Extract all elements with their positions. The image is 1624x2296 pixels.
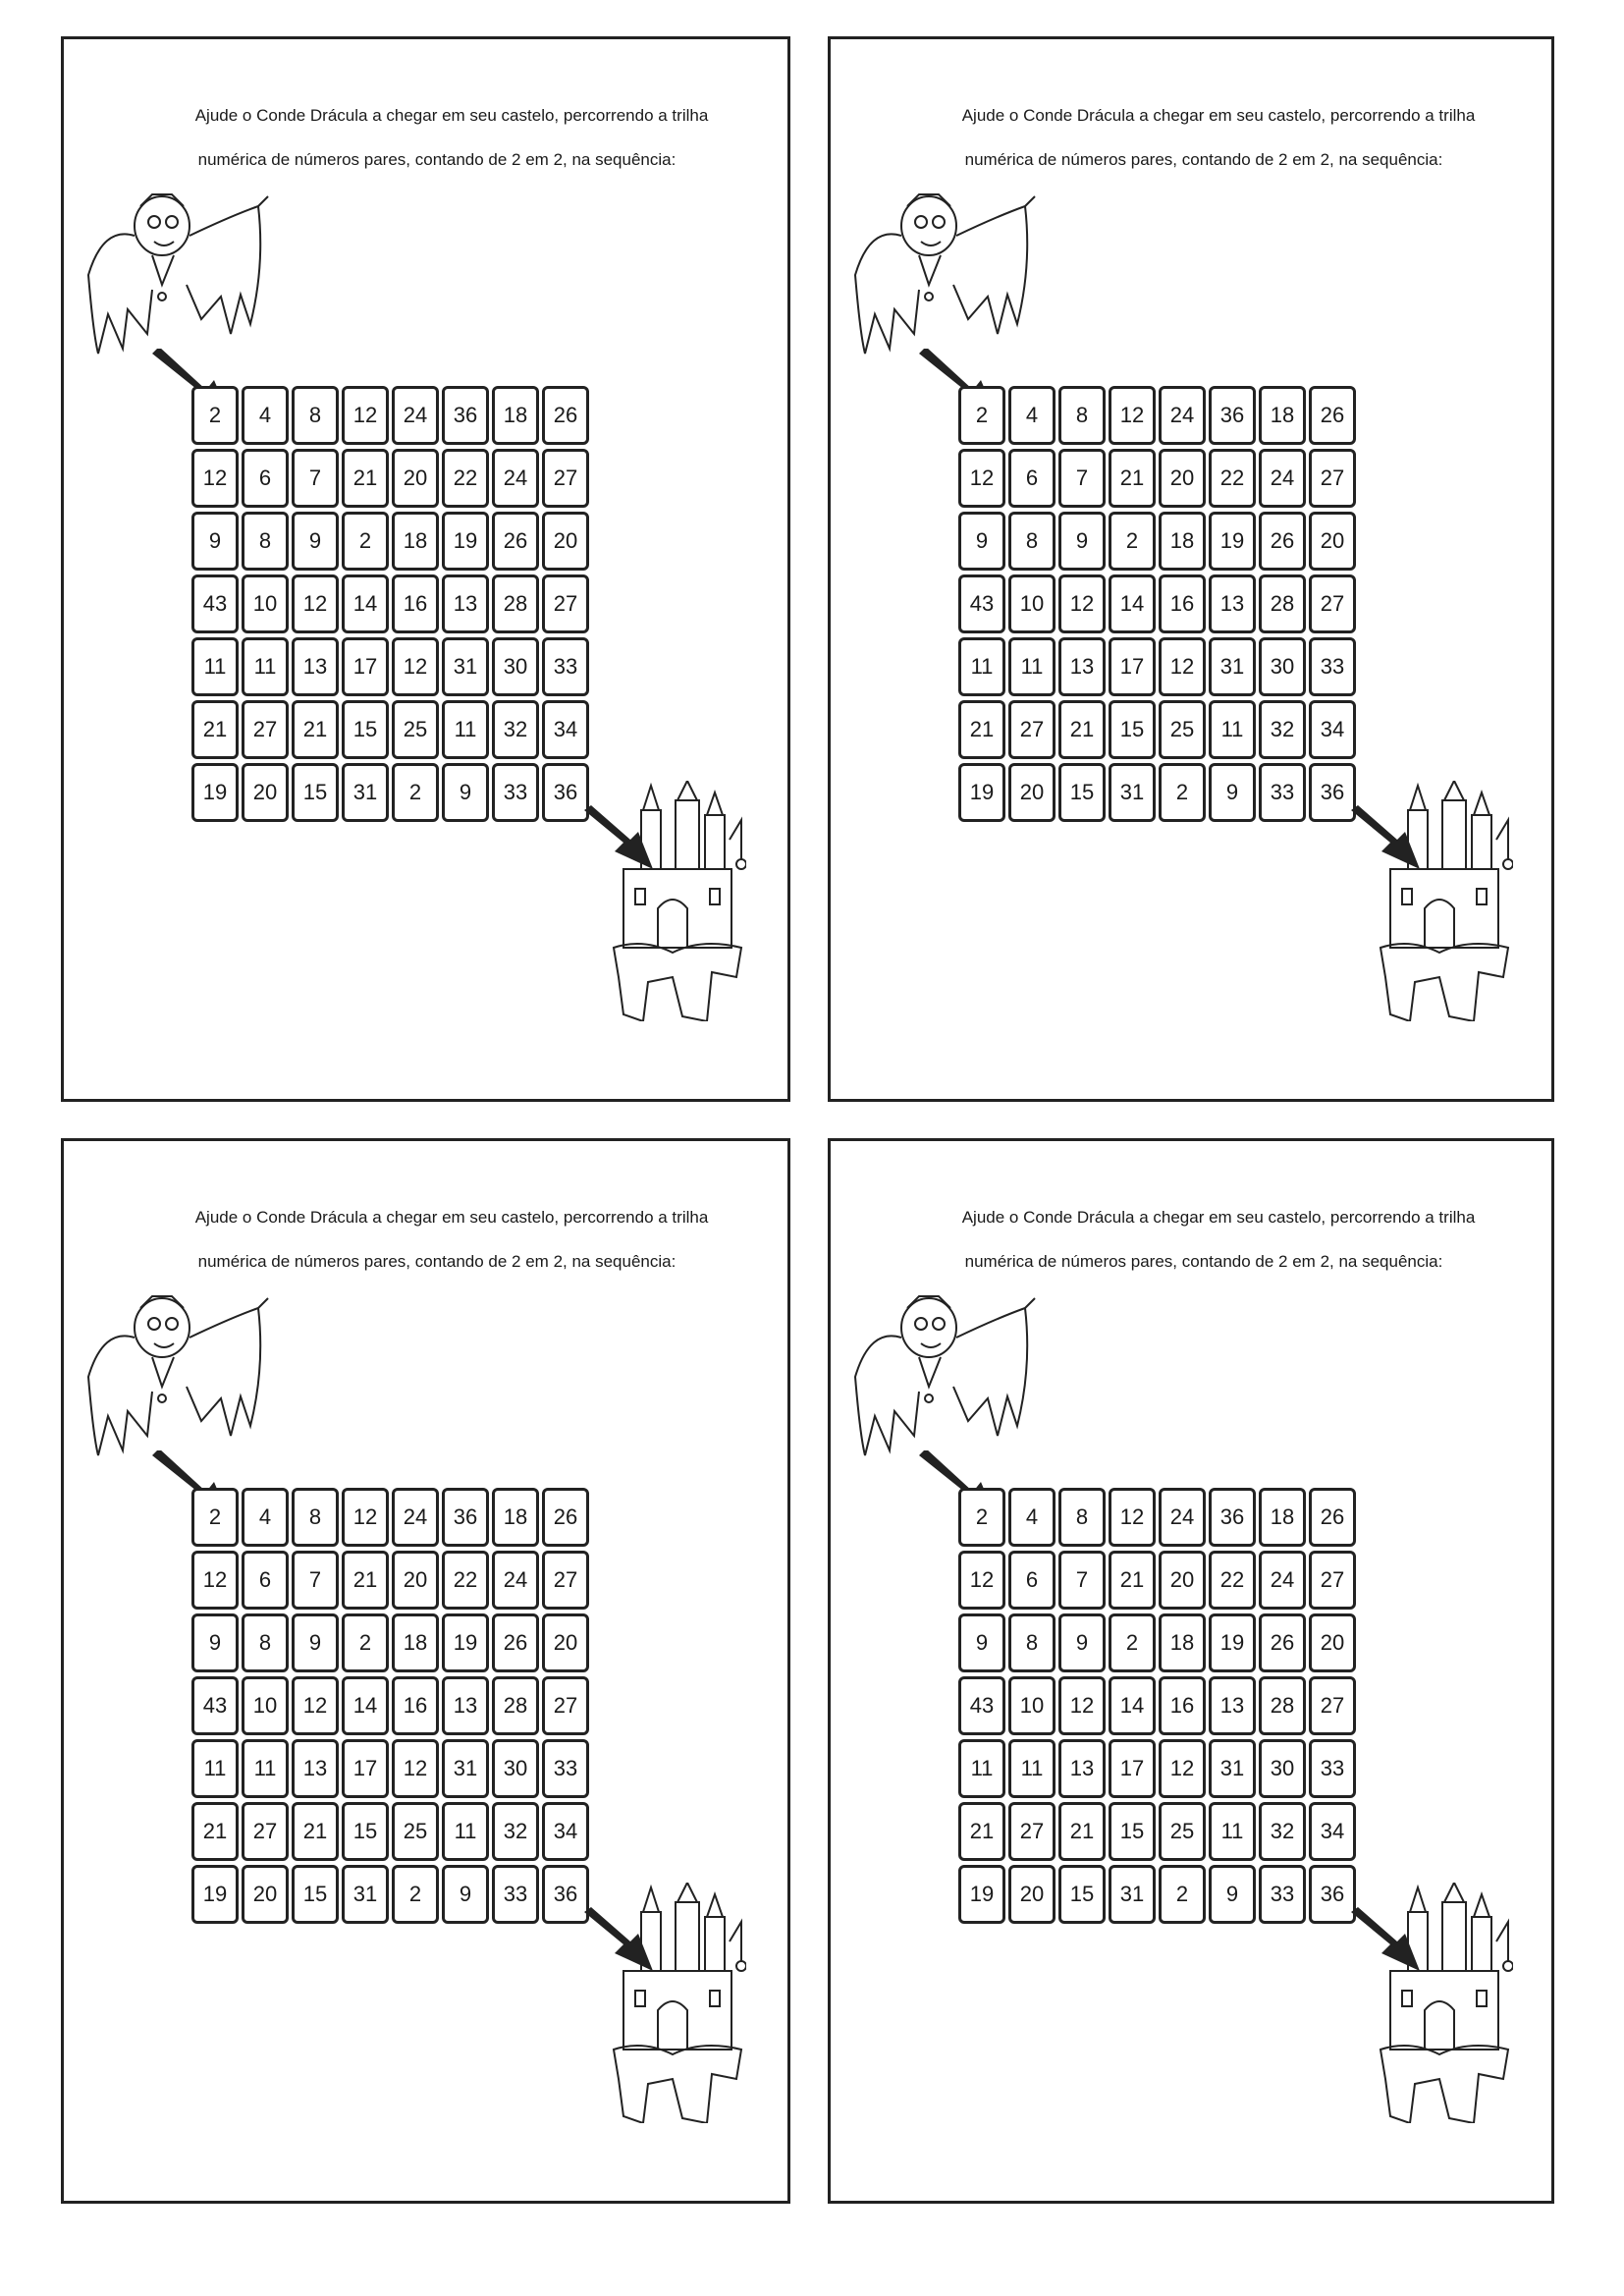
grid-cell: 31 [1109, 763, 1156, 822]
grid-cell: 16 [392, 1676, 439, 1735]
grid-cell: 12 [1109, 1488, 1156, 1547]
grid-cell: 11 [958, 1739, 1005, 1798]
grid-cell: 11 [191, 637, 239, 696]
grid-cell: 16 [392, 574, 439, 633]
grid-cell: 25 [1159, 1802, 1206, 1861]
grid-cell: 7 [1058, 449, 1106, 508]
grid-cell: 28 [1259, 574, 1306, 633]
instruction-line-1: Ajude o Conde Drácula a chegar em seu castelo, percorrendo a trilha [961, 1208, 1476, 1227]
grid-cell: 21 [958, 1802, 1005, 1861]
grid-cell: 13 [442, 1676, 489, 1735]
grid-cell: 10 [1008, 1676, 1056, 1735]
grid-cell: 43 [958, 574, 1005, 633]
grid-cell: 15 [1109, 700, 1156, 759]
grid-cell: 24 [492, 449, 539, 508]
grid-cell: 6 [1008, 1551, 1056, 1610]
grid-cell: 36 [1209, 386, 1256, 445]
grid-cell: 20 [1159, 1551, 1206, 1610]
grid-cell: 12 [292, 574, 339, 633]
grid-cell: 13 [1058, 1739, 1106, 1798]
grid-cell: 10 [1008, 574, 1056, 633]
grid-cell: 22 [1209, 449, 1256, 508]
grid-cell: 8 [242, 1613, 289, 1672]
grid-cell: 21 [342, 449, 389, 508]
grid-cell: 12 [958, 1551, 1005, 1610]
grid-cell: 27 [1309, 574, 1356, 633]
grid-cell: 11 [958, 637, 1005, 696]
grid-cell: 27 [1008, 700, 1056, 759]
grid-cell: 2 [958, 1488, 1005, 1547]
instruction-text [133, 93, 741, 182]
grid-cell: 19 [191, 763, 239, 822]
castle-icon [1371, 1883, 1513, 2123]
grid-cell: 9 [1058, 512, 1106, 571]
grid-cell: 12 [392, 1739, 439, 1798]
grid-cell: 16 [1159, 1676, 1206, 1735]
grid-cell: 18 [392, 512, 439, 571]
grid-cell: 26 [1259, 1613, 1306, 1672]
grid-cell: 33 [1309, 637, 1356, 696]
grid-cell: 27 [1008, 1802, 1056, 1861]
grid-cell: 30 [1259, 1739, 1306, 1798]
grid-cell: 34 [1309, 700, 1356, 759]
grid-cell: 31 [442, 637, 489, 696]
grid-cell: 34 [542, 1802, 589, 1861]
grid-cell: 26 [1259, 512, 1306, 571]
grid-cell: 31 [1109, 1865, 1156, 1924]
grid-cell: 43 [191, 1676, 239, 1735]
number-grid [191, 1488, 589, 1924]
grid-cell: 31 [1209, 637, 1256, 696]
grid-cell: 12 [392, 637, 439, 696]
grid-cell: 19 [1209, 1613, 1256, 1672]
grid-cell: 13 [1209, 574, 1256, 633]
grid-cell: 31 [342, 1865, 389, 1924]
instruction-line-1: Ajude o Conde Drácula a chegar em seu castelo, percorrendo a trilha [961, 106, 1476, 125]
dracula-bat-icon [850, 187, 1047, 373]
grid-cell: 12 [1159, 637, 1206, 696]
grid-cell: 24 [1159, 386, 1206, 445]
instruction-line-2: numérica de números pares, contando de 2 em 2, na sequência: [197, 1252, 677, 1271]
grid-cell: 6 [1008, 449, 1056, 508]
grid-cell: 6 [242, 1551, 289, 1610]
grid-cell: 36 [1309, 763, 1356, 822]
grid-cell: 9 [958, 512, 1005, 571]
dracula-bat-icon [83, 187, 280, 373]
grid-cell: 24 [1259, 449, 1306, 508]
grid-cell: 2 [191, 386, 239, 445]
grid-cell: 28 [492, 574, 539, 633]
grid-cell: 2 [342, 512, 389, 571]
grid-cell: 28 [1259, 1676, 1306, 1735]
grid-cell: 27 [542, 1551, 589, 1610]
grid-cell: 25 [392, 1802, 439, 1861]
grid-cell: 20 [1309, 512, 1356, 571]
grid-cell: 12 [342, 386, 389, 445]
grid-cell: 27 [242, 1802, 289, 1861]
grid-cell: 11 [242, 637, 289, 696]
grid-cell: 33 [492, 1865, 539, 1924]
grid-cell: 8 [1008, 1613, 1056, 1672]
grid-cell: 21 [191, 1802, 239, 1861]
grid-cell: 20 [242, 763, 289, 822]
grid-cell: 8 [292, 1488, 339, 1547]
grid-cell: 28 [492, 1676, 539, 1735]
instruction-line-1: Ajude o Conde Drácula a chegar em seu castelo, percorrendo a trilha [194, 106, 709, 125]
grid-cell: 21 [1058, 1802, 1106, 1861]
grid-cell: 26 [1309, 1488, 1356, 1547]
grid-cell: 8 [1058, 1488, 1106, 1547]
grid-cell: 20 [1008, 763, 1056, 822]
grid-cell: 11 [191, 1739, 239, 1798]
grid-cell: 27 [242, 700, 289, 759]
grid-cell: 18 [1159, 512, 1206, 571]
grid-cell: 21 [1109, 1551, 1156, 1610]
grid-cell: 19 [958, 1865, 1005, 1924]
grid-cell: 4 [1008, 386, 1056, 445]
grid-cell: 8 [1008, 512, 1056, 571]
castle-icon [1371, 781, 1513, 1021]
grid-cell: 30 [492, 637, 539, 696]
grid-cell: 20 [1309, 1613, 1356, 1672]
grid-cell: 9 [292, 1613, 339, 1672]
grid-cell: 33 [492, 763, 539, 822]
grid-cell: 9 [191, 1613, 239, 1672]
grid-cell: 24 [1259, 1551, 1306, 1610]
grid-cell: 18 [492, 386, 539, 445]
grid-cell: 12 [1058, 1676, 1106, 1735]
grid-cell: 31 [342, 763, 389, 822]
grid-cell: 22 [442, 1551, 489, 1610]
grid-cell: 12 [1058, 574, 1106, 633]
grid-cell: 9 [442, 763, 489, 822]
grid-cell: 21 [1109, 449, 1156, 508]
activity-card-3 [61, 1138, 790, 2204]
dracula-bat-icon [83, 1288, 280, 1475]
grid-cell: 19 [958, 763, 1005, 822]
grid-cell: 24 [392, 386, 439, 445]
grid-cell: 21 [191, 700, 239, 759]
grid-cell: 19 [442, 1613, 489, 1672]
number-grid [191, 386, 589, 822]
grid-cell: 10 [242, 1676, 289, 1735]
grid-cell: 12 [1159, 1739, 1206, 1798]
grid-cell: 2 [1159, 1865, 1206, 1924]
grid-cell: 24 [1159, 1488, 1206, 1547]
grid-cell: 30 [492, 1739, 539, 1798]
instruction-line-2: numérica de números pares, contando de 2 em 2, na sequência: [964, 150, 1443, 169]
instruction-text [899, 93, 1508, 182]
grid-cell: 21 [958, 700, 1005, 759]
grid-cell: 25 [392, 700, 439, 759]
grid-cell: 36 [542, 1865, 589, 1924]
grid-cell: 7 [1058, 1551, 1106, 1610]
grid-cell: 9 [1209, 1865, 1256, 1924]
grid-cell: 2 [342, 1613, 389, 1672]
grid-cell: 15 [342, 700, 389, 759]
grid-cell: 9 [191, 512, 239, 571]
dracula-bat-icon [850, 1288, 1047, 1475]
grid-cell: 22 [1209, 1551, 1256, 1610]
grid-cell: 33 [542, 1739, 589, 1798]
instruction-line-2: numérica de números pares, contando de 2 em 2, na sequência: [197, 150, 677, 169]
grid-cell: 13 [292, 1739, 339, 1798]
grid-cell: 25 [1159, 700, 1206, 759]
grid-cell: 7 [292, 1551, 339, 1610]
grid-cell: 27 [542, 449, 589, 508]
grid-cell: 13 [292, 637, 339, 696]
grid-cell: 14 [1109, 1676, 1156, 1735]
grid-cell: 36 [442, 1488, 489, 1547]
grid-cell: 15 [1058, 1865, 1106, 1924]
grid-cell: 34 [542, 700, 589, 759]
grid-cell: 33 [1309, 1739, 1356, 1798]
grid-cell: 18 [392, 1613, 439, 1672]
activity-card-2 [828, 36, 1554, 1102]
grid-cell: 21 [292, 1802, 339, 1861]
castle-icon [604, 1883, 746, 2123]
grid-cell: 27 [542, 1676, 589, 1735]
grid-cell: 20 [242, 1865, 289, 1924]
grid-cell: 17 [1109, 637, 1156, 696]
grid-cell: 2 [958, 386, 1005, 445]
grid-cell: 20 [542, 1613, 589, 1672]
grid-cell: 43 [191, 574, 239, 633]
grid-cell: 18 [1259, 1488, 1306, 1547]
grid-cell: 14 [342, 1676, 389, 1735]
grid-cell: 2 [392, 763, 439, 822]
grid-cell: 22 [442, 449, 489, 508]
instruction-text [133, 1195, 741, 1284]
grid-cell: 24 [492, 1551, 539, 1610]
grid-cell: 17 [342, 1739, 389, 1798]
grid-cell: 16 [1159, 574, 1206, 633]
grid-cell: 9 [292, 512, 339, 571]
grid-cell: 2 [1109, 1613, 1156, 1672]
grid-cell: 12 [1109, 386, 1156, 445]
castle-icon [604, 781, 746, 1021]
grid-cell: 2 [1109, 512, 1156, 571]
grid-cell: 7 [292, 449, 339, 508]
grid-cell: 20 [542, 512, 589, 571]
grid-cell: 31 [1209, 1739, 1256, 1798]
grid-cell: 33 [1259, 763, 1306, 822]
grid-cell: 11 [1008, 1739, 1056, 1798]
grid-cell: 9 [1058, 1613, 1106, 1672]
grid-cell: 21 [292, 700, 339, 759]
number-grid [958, 386, 1356, 822]
grid-cell: 36 [1309, 1865, 1356, 1924]
grid-cell: 11 [442, 1802, 489, 1861]
grid-cell: 11 [442, 700, 489, 759]
grid-cell: 17 [342, 637, 389, 696]
grid-cell: 33 [542, 637, 589, 696]
grid-cell: 12 [191, 1551, 239, 1610]
grid-cell: 9 [1209, 763, 1256, 822]
grid-cell: 36 [1209, 1488, 1256, 1547]
grid-cell: 26 [542, 386, 589, 445]
grid-cell: 43 [958, 1676, 1005, 1735]
grid-cell: 12 [342, 1488, 389, 1547]
grid-cell: 11 [1209, 1802, 1256, 1861]
grid-cell: 14 [342, 574, 389, 633]
grid-cell: 4 [242, 1488, 289, 1547]
grid-cell: 27 [1309, 1551, 1356, 1610]
grid-cell: 19 [442, 512, 489, 571]
grid-cell: 36 [542, 763, 589, 822]
grid-cell: 15 [1109, 1802, 1156, 1861]
instruction-line-1: Ajude o Conde Drácula a chegar em seu castelo, percorrendo a trilha [194, 1208, 709, 1227]
grid-cell: 17 [1109, 1739, 1156, 1798]
grid-cell: 27 [542, 574, 589, 633]
grid-cell: 19 [1209, 512, 1256, 571]
grid-cell: 18 [492, 1488, 539, 1547]
grid-cell: 12 [292, 1676, 339, 1735]
grid-cell: 13 [1209, 1676, 1256, 1735]
grid-cell: 26 [492, 1613, 539, 1672]
grid-cell: 18 [1259, 386, 1306, 445]
grid-cell: 32 [1259, 700, 1306, 759]
grid-cell: 21 [342, 1551, 389, 1610]
grid-cell: 24 [392, 1488, 439, 1547]
activity-card-1 [61, 36, 790, 1102]
grid-cell: 20 [392, 449, 439, 508]
grid-cell: 2 [191, 1488, 239, 1547]
grid-cell: 8 [1058, 386, 1106, 445]
grid-cell: 30 [1259, 637, 1306, 696]
grid-cell: 32 [492, 1802, 539, 1861]
grid-cell: 6 [242, 449, 289, 508]
grid-cell: 12 [958, 449, 1005, 508]
grid-cell: 14 [1109, 574, 1156, 633]
grid-cell: 31 [442, 1739, 489, 1798]
grid-cell: 15 [342, 1802, 389, 1861]
activity-card-4 [828, 1138, 1554, 2204]
grid-cell: 11 [242, 1739, 289, 1798]
grid-cell: 27 [1309, 449, 1356, 508]
grid-cell: 2 [392, 1865, 439, 1924]
grid-cell: 20 [1008, 1865, 1056, 1924]
grid-cell: 9 [958, 1613, 1005, 1672]
grid-cell: 15 [292, 1865, 339, 1924]
grid-cell: 21 [1058, 700, 1106, 759]
grid-cell: 26 [542, 1488, 589, 1547]
grid-cell: 15 [292, 763, 339, 822]
grid-cell: 26 [492, 512, 539, 571]
grid-cell: 32 [492, 700, 539, 759]
grid-cell: 20 [1159, 449, 1206, 508]
grid-cell: 8 [292, 386, 339, 445]
grid-cell: 4 [242, 386, 289, 445]
grid-cell: 13 [1058, 637, 1106, 696]
instruction-line-2: numérica de números pares, contando de 2 em 2, na sequência: [964, 1252, 1443, 1271]
grid-cell: 2 [1159, 763, 1206, 822]
grid-cell: 19 [191, 1865, 239, 1924]
grid-cell: 8 [242, 512, 289, 571]
grid-cell: 34 [1309, 1802, 1356, 1861]
grid-cell: 13 [442, 574, 489, 633]
grid-cell: 11 [1209, 700, 1256, 759]
grid-cell: 33 [1259, 1865, 1306, 1924]
number-grid [958, 1488, 1356, 1924]
grid-cell: 32 [1259, 1802, 1306, 1861]
grid-cell: 12 [191, 449, 239, 508]
grid-cell: 15 [1058, 763, 1106, 822]
grid-cell: 18 [1159, 1613, 1206, 1672]
grid-cell: 36 [442, 386, 489, 445]
grid-cell: 26 [1309, 386, 1356, 445]
grid-cell: 4 [1008, 1488, 1056, 1547]
grid-cell: 10 [242, 574, 289, 633]
grid-cell: 9 [442, 1865, 489, 1924]
instruction-text [899, 1195, 1508, 1284]
grid-cell: 11 [1008, 637, 1056, 696]
grid-cell: 20 [392, 1551, 439, 1610]
grid-cell: 27 [1309, 1676, 1356, 1735]
